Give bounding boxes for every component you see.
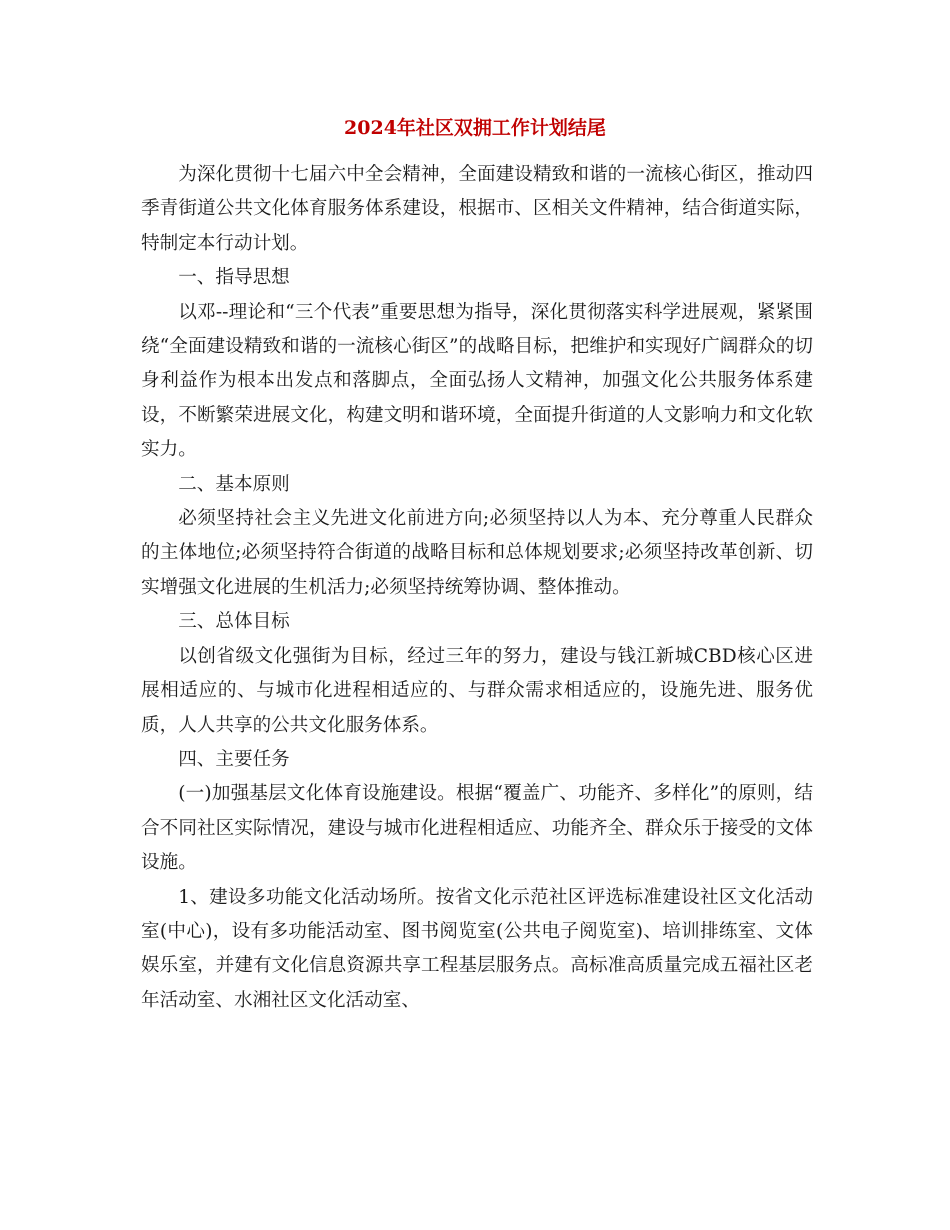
section-heading-basic-principles: 二、基本原则 xyxy=(178,473,290,495)
paragraph-task-one-item-one: 1、建设多功能文化活动场所。按省文化示范社区评选标准建设社区文化活动室(中心)，设有多功能活动室、图书阅览室(公共电子阅览室)、培训排练室、文体娱乐室，并建有文化信息资源共享工程基层服务点。高标准高质量完成五福社区老年活动室、水湘社区文化活动室、 xyxy=(141,886,813,1011)
document-title: 2024年社区双拥工作计划结尾 xyxy=(344,117,606,139)
paragraph-task-one: (一)加强基层文化体育设施建设。根据“覆盖广、功能齐、多样化”的原则，结合不同社区实际情况，建设与城市化进程相适应、功能齐全、群众乐于接受的文体设施。 xyxy=(141,783,813,874)
paragraph-intro: 为深化贯彻十七届六中全会精神，全面建设精致和谐的一流核心街区，推动四季青街道公共文化体育服务体系建设，根据市、区相关文件精神，结合街道实际，特制定本行动计划。 xyxy=(141,164,813,254)
section-heading-main-tasks: 四、主要任务 xyxy=(178,748,290,770)
paragraph-guiding-ideology: 以邓--理论和“三个代表”重要思想为指导，深化贯彻落实科学进展观，紧紧围绕“全面建设精致和谐的一流核心街区”的战略目标，把维护和实现好广阔群众的切身利益作为根本出发点和落脚点，全面弘扬人文精神，加强文化公共服务体系建设，不断繁荣进展文化，构建文明和谐环境，全面提升街道的人文影响力和文化软实力。 xyxy=(141,301,813,461)
paragraph-basic-principles: 必须坚持社会主义先进文化前进方向;必须坚持以人为本、充分尊重人民群众的主体地位;必须坚持符合街道的战略目标和总体规划要求;必须坚持改革创新、切实增强文化进展的生机活力;必须坚持统筹协调、整体推动。 xyxy=(141,508,813,598)
document-body xyxy=(141,158,813,1018)
section-heading-guiding-ideology: 一、指导思想 xyxy=(178,267,290,289)
paragraph-overall-goal: 以创省级文化强街为目标，经过三年的努力，建设与钱江新城CBD核心区进展相适应的、与城市化进程相适应的、与群众需求相适应的，设施先进、服务优质，人人共享的公共文化服务体系。 xyxy=(141,645,813,736)
section-heading-overall-goal: 三、总体目标 xyxy=(178,611,290,633)
